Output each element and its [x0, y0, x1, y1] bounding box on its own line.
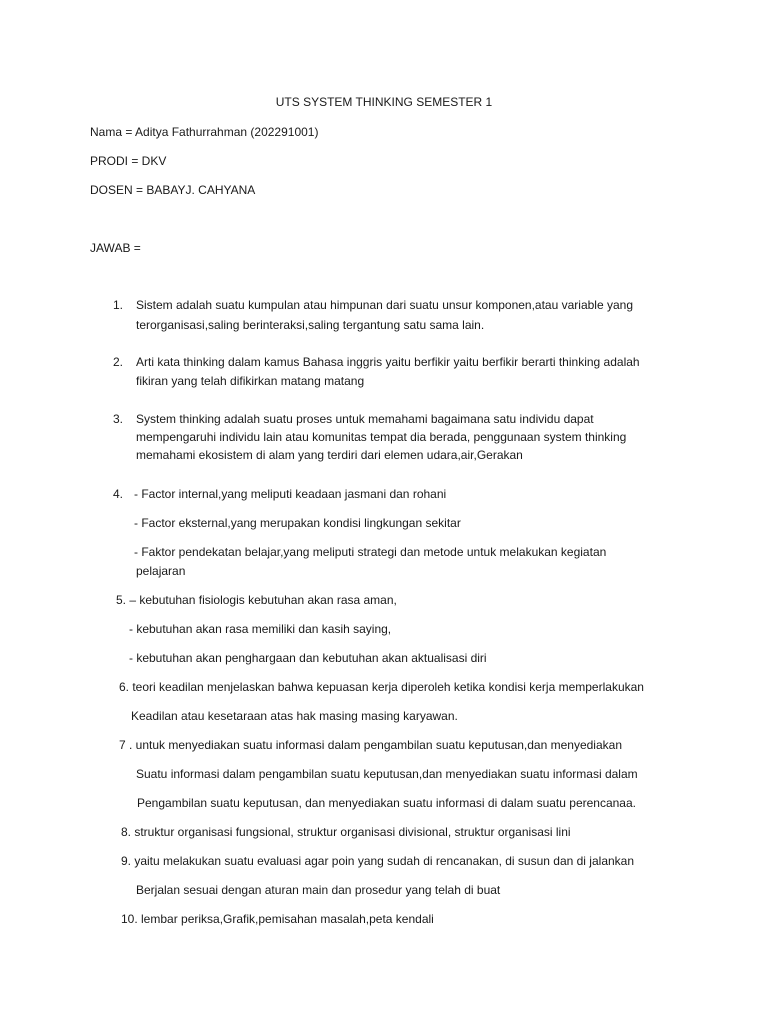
- answer-3-number: 3.: [113, 412, 124, 426]
- answer-3-line-1: System thinking adalah suatu proses untuk memahami bagaimana satu individu dapat: [136, 412, 594, 426]
- answer-1-line-1: Sistem adalah suatu kumpulan atau himpunan dari suatu unsur komponen,atau variable yang: [136, 298, 633, 312]
- answer-1-line-2: terorganisasi,saling berinteraksi,saling tergantung satu sama lain.: [136, 318, 485, 332]
- answer-7-line-1: 7 . untuk menyediakan suatu informasi dalam pengambilan suatu keputusan,dan menyediakan: [119, 738, 622, 752]
- document-title: UTS SYSTEM THINKING SEMESTER 1: [275, 95, 493, 109]
- answer-8-line-1: 8. struktur organisasi fungsional, struktur organisasi divisional, struktur organisasi lini: [121, 825, 571, 839]
- answer-6-line-2: Keadilan atau kesetaraan atas hak masing masing karyawan.: [131, 709, 458, 723]
- answer-10-line-1: 10. lembar periksa,Grafik,pemisahan masalah,peta kendali: [121, 912, 434, 926]
- answer-5-line-1: 5. – kebutuhan fisiologis kebutuhan akan rasa aman,: [116, 593, 397, 607]
- answer-4-line-2: - Factor eksternal,yang merupakan kondisi lingkungan sekitar: [134, 516, 461, 530]
- answer-9-line-2: Berjalan sesuai dengan aturan main dan prosedur yang telah di buat: [136, 883, 501, 897]
- answer-6-line-1: 6. teori keadilan menjelaskan bahwa kepuasan kerja diperoleh ketika kondisi kerja memperlakukan: [119, 680, 644, 694]
- answer-1-number: 1.: [113, 298, 124, 312]
- answer-5-line-2: - kebutuhan akan rasa memiliki dan kasih saying,: [129, 622, 392, 636]
- answer-5-line-3: - kebutuhan akan penghargaan dan kebutuhan akan aktualisasi diri: [129, 651, 487, 665]
- answer-2-line-2: fikiran yang telah difikirkan matang matang: [136, 374, 365, 388]
- answer-4-number: 4.: [113, 487, 124, 501]
- answer-4-line-4: pelajaran: [136, 564, 186, 578]
- header-nama: Nama = Aditya Fathurrahman (202291001): [90, 125, 319, 139]
- jawab-label: JAWAB =: [90, 241, 141, 255]
- header-prodi: PRODI = DKV: [90, 154, 167, 168]
- answer-2-line-1: Arti kata thinking dalam kamus Bahasa inggris yaitu berfikir yaitu berfikir berarti thinking adalah: [136, 355, 640, 369]
- answer-7-line-3: Pengambilan suatu keputusan, dan menyediakan suatu informasi di dalam suatu perencanaa.: [137, 796, 636, 810]
- answer-2-number: 2.: [113, 355, 124, 369]
- answer-9-line-1: 9. yaitu melakukan suatu evaluasi agar poin yang sudah di rencanakan, di susun dan di jalankan: [121, 854, 635, 868]
- answer-3-line-2: mempengaruhi individu lain atau komunitas tempat dia berada, penggunaan system thinking: [136, 430, 627, 444]
- answer-4-line-3: - Faktor pendekatan belajar,yang meliputi strategi dan metode untuk melakukan kegiatan: [134, 545, 607, 559]
- header-dosen: DOSEN = BABAYJ. CAHYANA: [90, 183, 256, 197]
- answer-4-line-1: - Factor internal,yang meliputi keadaan jasmani dan rohani: [134, 487, 447, 501]
- answer-7-line-2: Suatu informasi dalam pengambilan suatu keputusan,dan menyediakan suatu informasi dalam: [136, 767, 638, 781]
- answer-3-line-3: memahami ekosistem di alam yang terdiri dari elemen udara,air,Gerakan: [136, 448, 523, 462]
